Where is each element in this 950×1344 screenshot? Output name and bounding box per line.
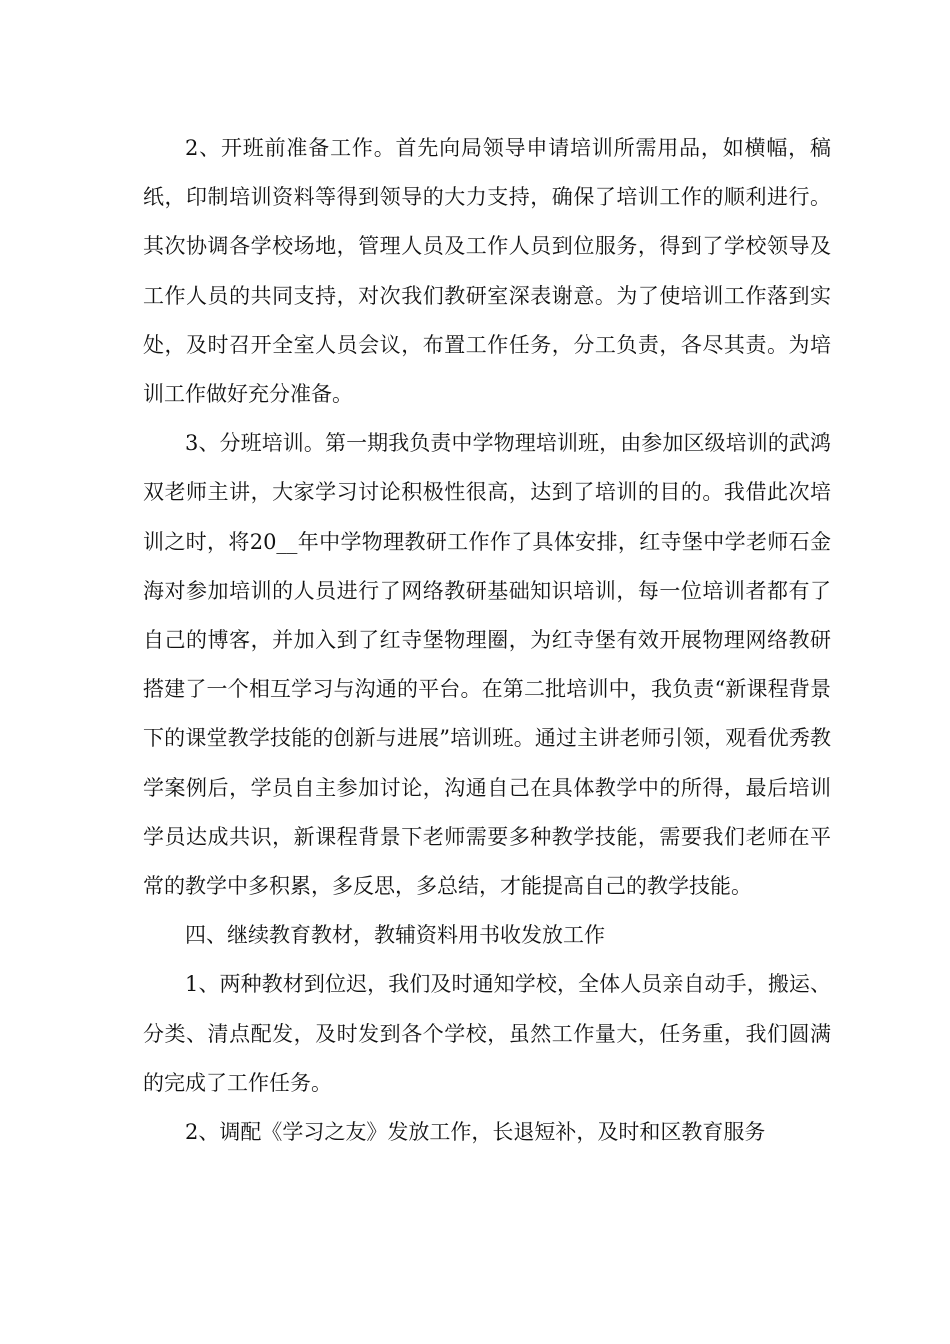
paragraph-study-friend-distribution: 2、调配《学习之友》发放工作，长退短补，及时和区教育服务: [185, 1120, 766, 1145]
paragraph-preparation-work: 2、开班前准备工作。首先向局领导申请培训所需用品，如横幅，稿纸，印制培训资料等得到领导的大力支持，确保了培训工作的顺利进行。其次协调各学校场地，管理人员及工作人员到位服务，得到了学校领导及工作人员的共同支持，对次我们教研室深表谢意。为了使培训工作落到实处，及时召开全室人员会议，布置工作任务，分工负责，各尽其责。为培训工作做好充分准备。: [143, 136, 831, 407]
document-body: [143, 124, 831, 1157]
paragraph-class-training: 3、分班培训。第一期我负责中学物理培训班，由参加区级培训的武鸿双老师主讲，大家学习讨论积极性很高，达到了培训的目的。我借此次培训之时，将20__年中学物理教研工作作了具体安排，红寺堡中学老师石金海对参加培训的人员进行了网络教研基础知识培训，每一位培训者都有了自己的博客，并加入到了红寺堡物理圈，为红寺堡有效开展物理网络教研搭建了一个相互学习与沟通的平台。在第二批培训中，我负责“新课程背景下的课堂教学技能的创新与进展”培训班。通过主讲老师引领，观看优秀教学案例后，学员自主参加讨论，沟通自己在具体教学中的所得，最后培训学员达成共识，新课程背景下老师需要多种教学技能，需要我们老师在平常的教学中多积累，多反思，多总结，才能提高自己的教学技能。: [143, 431, 831, 899]
section-heading-textbooks: 四、继续教育教材，教辅资料用书收发放工作: [185, 923, 605, 948]
paragraph-textbook-distribution: 1、两种教材到位迟，我们及时通知学校，全体人员亲自动手，搬运、分类、清点配发，及时发到各个学校，虽然工作量大，任务重，我们圆满的完成了工作任务。: [143, 972, 831, 1095]
